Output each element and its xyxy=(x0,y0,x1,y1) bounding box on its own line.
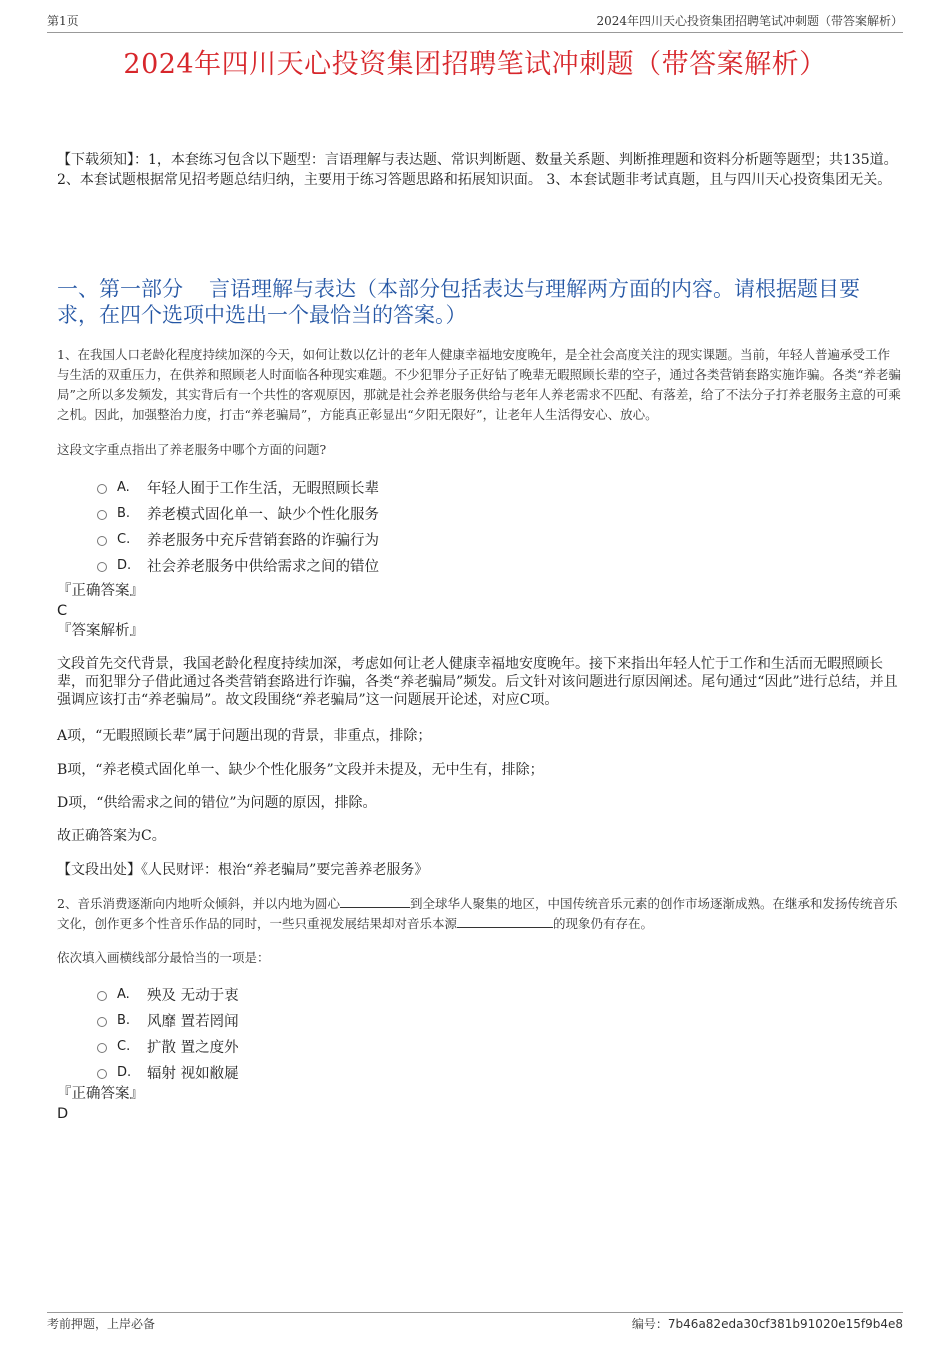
radio-icon[interactable] xyxy=(97,1043,107,1053)
answer-value: D xyxy=(57,1106,69,1122)
section-title xyxy=(57,276,890,328)
fill-blank-1[interactable] xyxy=(340,897,410,908)
option-a[interactable]: A. 殃及 无动于衷 xyxy=(97,981,902,1007)
analysis-line-conclusion xyxy=(57,827,902,845)
radio-icon[interactable] xyxy=(97,510,107,520)
analysis-conclusion: 故正确答案为C。 xyxy=(57,828,166,844)
radio-icon[interactable] xyxy=(97,562,107,572)
analysis-line-a xyxy=(57,727,902,745)
question-1-prompt-block xyxy=(57,441,902,459)
option-a[interactable]: A. 年轻人囿于工作生活，无暇照顾长辈 xyxy=(97,474,902,500)
question-1 xyxy=(57,345,902,425)
question-2-options xyxy=(57,981,902,1085)
option-b[interactable]: B. 风靡 置若罔闻 xyxy=(97,1007,902,1033)
analysis-paragraph: 文段首先交代背景，我国老龄化程度持续加深，考虑如何让老人健康幸福地安度晚年。接下来指出年轻人忙于工作和生活而无暇照顾长辈，而犯罪分子借此通过各类营销套路进行诈骗，各类“养老骗局”频发。后文针对该问题进行原因阐述。尾句通过“因此”进行总结，并且强调应该打击“养老骗局”。故文段围绕“养老骗局”这一问题展开论述，对应C项。 xyxy=(57,656,898,708)
option-c[interactable]: C. 养老服务中充斥营销套路的诈骗行为 xyxy=(97,526,902,552)
question-1-options xyxy=(57,474,902,578)
footer-slogan: 考前押题，上岸必备 xyxy=(47,1317,156,1331)
option-b[interactable]: B. 养老模式固化单一、缺少个性化服务 xyxy=(97,500,902,526)
radio-icon[interactable] xyxy=(97,991,107,1001)
page-header xyxy=(47,12,903,33)
answer-label: 『正确答案』 xyxy=(57,583,144,599)
analysis-label: 『答案解析』 xyxy=(57,623,144,639)
question-2 xyxy=(57,894,902,934)
answer-value: C xyxy=(57,603,68,619)
answer-label: 『正确答案』 xyxy=(57,1086,144,1102)
question-1-analysis xyxy=(57,655,902,709)
section-number: 一、第一部分 xyxy=(57,277,183,301)
radio-icon[interactable] xyxy=(97,1017,107,1027)
document-code: 编号：7b46a82eda30cf381b91020e15f9b4e8 xyxy=(631,1317,903,1331)
radio-icon[interactable] xyxy=(97,1069,107,1079)
option-d[interactable]: D. 社会养老服务中供给需求之间的错位 xyxy=(97,552,902,578)
question-1-prompt: 这段文字重点指出了养老服务中哪个方面的问题? xyxy=(57,442,327,457)
analysis-option-b: B项，“养老模式固化单一、缺少个性化服务”文段并未提及，无中生有，排除； xyxy=(57,762,544,778)
radio-icon[interactable] xyxy=(97,536,107,546)
header-doc-name: 2024年四川天心投资集团招聘笔试冲刺题（带答案解析） xyxy=(596,14,903,28)
analysis-line-d xyxy=(57,794,902,812)
page-footer xyxy=(47,1312,903,1332)
question-2-prompt-block xyxy=(57,949,902,967)
question-2-prompt: 依次填入画横线部分最恰当的一项是： xyxy=(57,950,270,965)
question-2-answer xyxy=(57,1084,902,1124)
question-1-answer xyxy=(57,581,902,641)
option-c[interactable]: C. 扩散 置之度外 xyxy=(97,1033,902,1059)
analysis-line-b xyxy=(57,761,902,779)
analysis-source: 【文段出处】《人民财评：根治“养老骗局”要完善养老服务》 xyxy=(57,862,429,878)
analysis-line-source xyxy=(57,861,902,879)
option-d[interactable]: D. 辐射 视如敝屣 xyxy=(97,1059,902,1085)
fill-blank-2[interactable] xyxy=(457,917,553,928)
analysis-option-d: D项，“供给需求之间的错位”为问题的原因，排除。 xyxy=(57,795,377,811)
question-1-text: 1、在我国人口老龄化程度持续加深的今天，如何让数以亿计的老年人健康幸福地安度晚年，是全社会高度关注的现实课题。当前，年轻人普遍承受工作与生活的双重压力，在供养和照顾老人时面临各种现实难题。不少犯罪分子正好钻了晚辈无暇照顾长辈的空子，通过各类营销套路实施诈骗。各类“养老骗局”之所以多发频发，其实背后有一个共性的客观原因，那就是社会养老服务供给与老年人养老需求不匹配、有落差，给了不法分子打养老服务主意的可乘之机。因此，加强整治力度，打击“养老骗局”，方能真正彰显出“夕阳无限好”，让老年人生活得安心、放心。 xyxy=(57,347,901,422)
question-2-text: 2、音乐消费逐渐向内地听众倾斜，并以内地为圆心 到全球华人聚集的地区，中国传统音乐元素的创作市场逐渐成熟。在继承和发扬传统音乐文化，创作更多个性音乐作品的同时，一些只重视发展结果却对音乐本源 的现象仍有存在。 xyxy=(57,896,898,931)
download-notice: 【下载须知】：1，本套练习包含以下题型：言语理解与表达题、常识判断题、数量关系题、判断推理题和资料分析题等题型；共135道。 2、本套试题根据常见招考题总结归纳，主要用于练习答题思路和拓展知识面。 3、本套试题非考试真题，且与四川天心投资集团无关。 xyxy=(57,152,898,188)
radio-icon[interactable] xyxy=(97,484,107,494)
analysis-option-a: A项，“无暇照顾长辈”属于问题出现的背景，非重点，排除； xyxy=(57,728,432,744)
section-description: 言语理解与表达（本部分包括表达与理解两方面的内容。请根据题目要求，在四个选项中选出一个最恰当的答案。） xyxy=(57,277,860,327)
document-title: 2024年四川天心投资集团招聘笔试冲刺题（带答案解析） xyxy=(123,49,827,80)
page-number: 第1页 xyxy=(47,14,79,28)
